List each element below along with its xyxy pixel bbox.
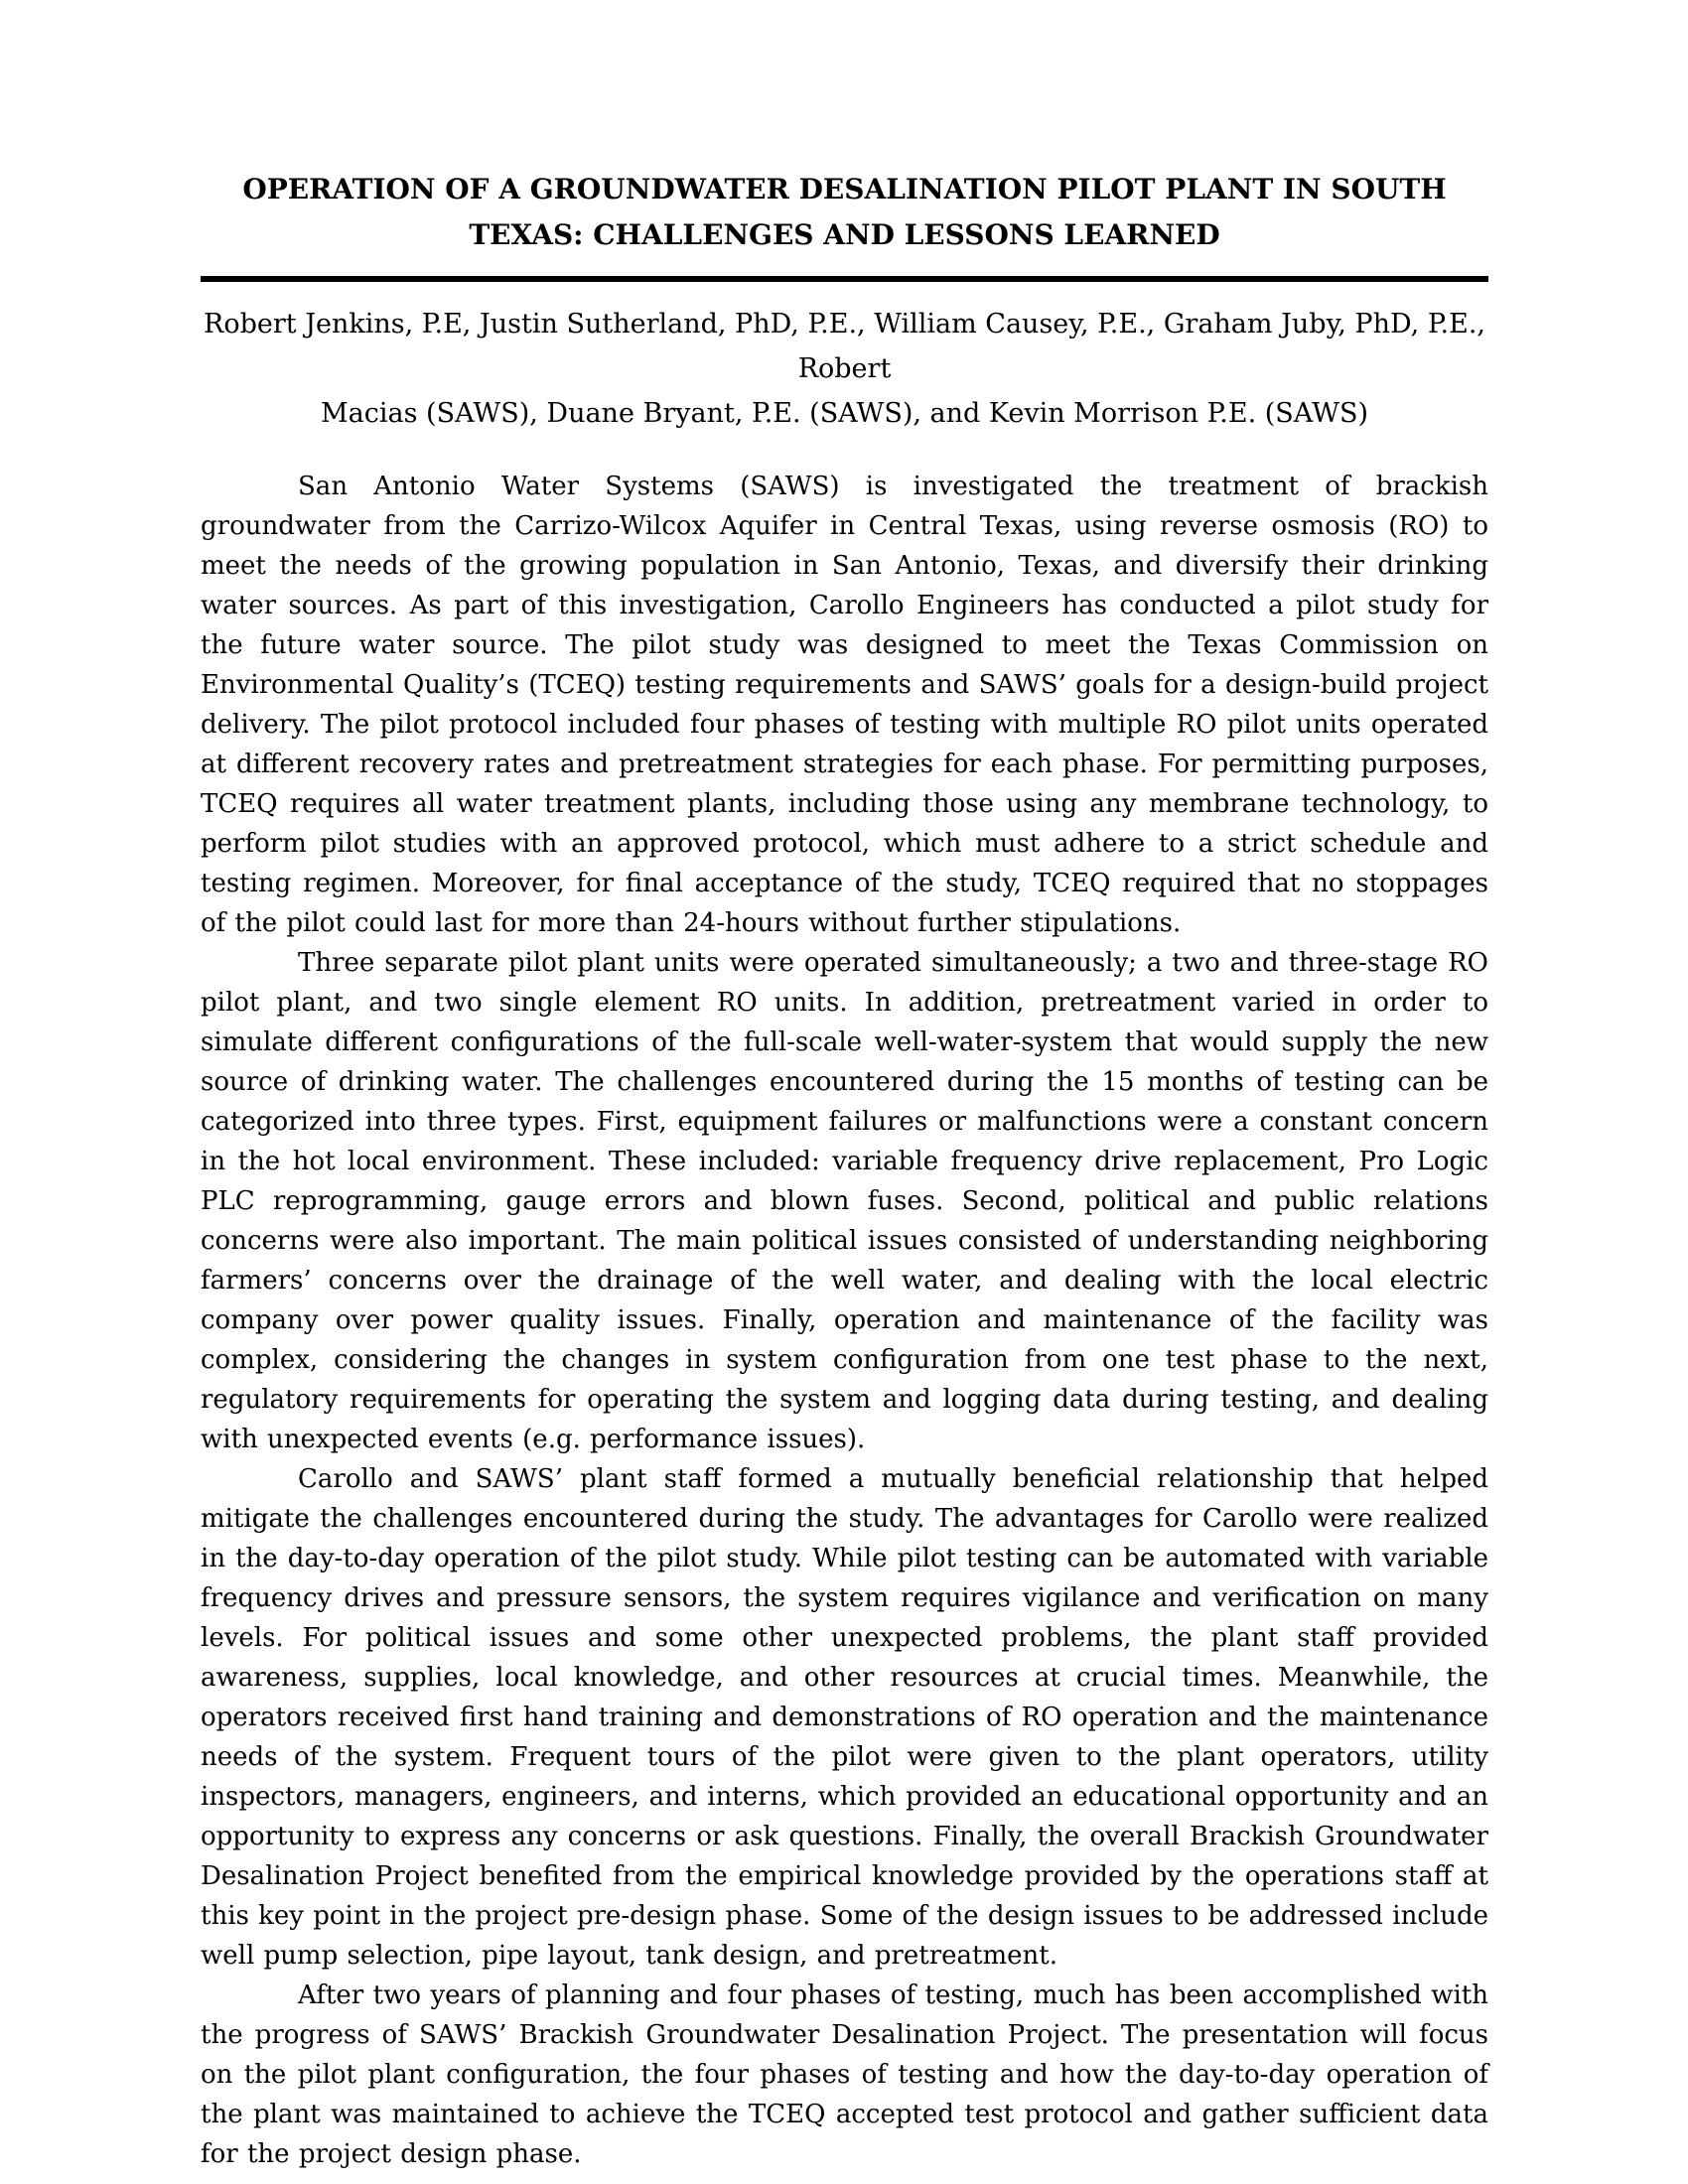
abstract-paragraph-1: San Antonio Water Systems (SAWS) is investigated the treatment of brackish groundwater from the Carrizo-Wilcox Aquifer in Central Texas, using reverse osmosis (RO) to meet the needs of the growing population in San Antonio, Texas, and diversify their drinking water sources. As part of this investigation, Carollo Engineers has conducted a pilot study for the future water source. The pilot study was designed to meet the Texas Commission on Environmental Quality’s (TCEQ) testing requirements and SAWS’ goals for a design-build project delivery. The pilot protocol included four phases of testing with multiple RO pilot units operated at different recovery rates and pretreatment strategies for each phase. For permitting purposes, TCEQ requires all water treatment plants, including those using any membrane technology, to perform pilot studies with an approved protocol, which must adhere to a strict schedule and testing regimen. Moreover, for final acceptance of the study, TCEQ required that no stoppages of the pilot could last for more than 24-hours without further stipulations.	[201, 472, 1488, 938]
title-divider-rule	[201, 276, 1488, 282]
author-list-line-1: Robert Jenkins, P.E, Justin Sutherland, PhD, P.E., William Causey, P.E., Graham Juby, PhD, P.E., Robert	[204, 309, 1485, 384]
abstract-paragraph-2: Three separate pilot plant units were operated simultaneously; a two and three-stage RO pilot plant, and two single element RO units. In addition, pretreatment varied in order to simulate different configurations of the full-scale well-water-system that would supply the new source of drinking water. The challenges encountered during the 15 months of testing can be categorized into three types. First, equipment failures or malfunctions were a constant concern in the hot local environment. These included: variable frequency drive replacement, Pro Logic PLC reprogramming, gauge errors and blown fuses. Second, political and public relations concerns were also important. The main political issues consisted of understanding neighboring farmers’ concerns over the drainage of the well water, and dealing with the local electric company over power quality issues. Finally, operation and maintenance of the facility was complex, considering the changes in system configuration from one test phase to the next, regulatory requirements for operating the system and logging data during testing, and dealing with unexpected events (e.g. performance issues).	[201, 948, 1488, 1454]
paper-title	[201, 167, 1488, 258]
abstract-paragraph-3: Carollo and SAWS’ plant staff formed a mutually beneficial relationship that helped mitigate the challenges encountered during the study. The advantages for Carollo were realized in the day-to-day operation of the pilot study. While pilot testing can be automated with variable frequency drives and pressure sensors, the system requires vigilance and verification on many levels. For political issues and some other unexpected problems, the plant staff provided awareness, supplies, local knowledge, and other resources at crucial times. Meanwhile, the operators received first hand training and demonstrations of RO operation and the maintenance needs of the system. Frequent tours of the pilot were given to the plant operators, utility inspectors, managers, engineers, and interns, which provided an educational opportunity and an opportunity to express any concerns or ask questions. Finally, the overall Brackish Groundwater Desalination Project benefited from the empirical knowledge provided by the operations staff at this key point in the project pre-design phase. Some of the design issues to be addressed include well pump selection, pipe layout, tank design, and pretreatment.	[201, 1464, 1488, 1971]
abstract-paragraph-4: After two years of planning and four phases of testing, much has been accomplished with the progress of SAWS’ Brackish Groundwater Desalination Project. The presentation will focus on the pilot plant configuration, the four phases of testing and how the day-to-day operation of the plant was maintained to achieve the TCEQ accepted test protocol and gather sufficient data for the project design phase.	[201, 1980, 1488, 2169]
abstract-body	[201, 467, 1488, 2174]
paper-title-line-2: TEXAS: CHALLENGES AND LESSONS LEARNED	[469, 218, 1220, 251]
page-content	[201, 167, 1488, 2174]
author-list	[201, 302, 1488, 436]
paper-title-line-1: OPERATION OF A GROUNDWATER DESALINATION PILOT PLANT IN SOUTH	[242, 173, 1447, 205]
author-list-line-2: Macias (SAWS), Duane Bryant, P.E. (SAWS), and Kevin Morrison P.E. (SAWS)	[321, 398, 1368, 429]
